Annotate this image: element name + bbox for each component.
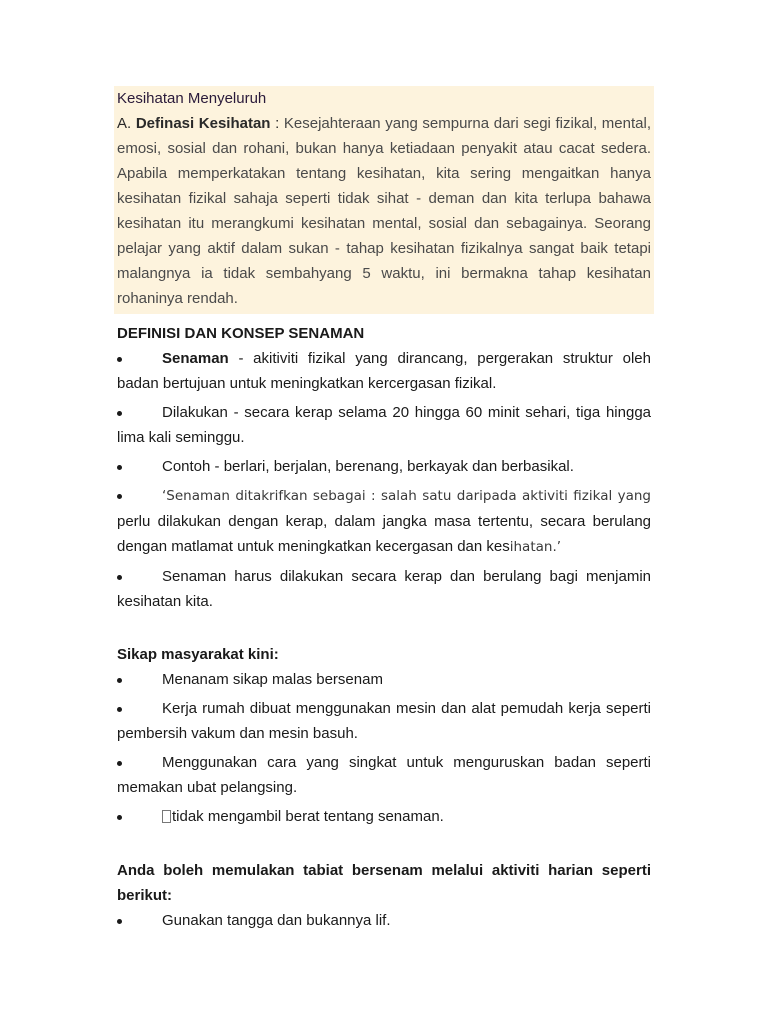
list-item (117, 804, 651, 829)
quote-end: ihatan.’ (509, 539, 562, 555)
intro-paragraph (117, 111, 651, 311)
anda-section (117, 858, 651, 933)
bullet-text: Gunakan tangga dan bukannya lif. (162, 912, 391, 929)
bullet-icon (117, 494, 122, 499)
quote-start: ‘Senaman ditakrifkan sebagai : salah satu daripada aktiviti fizikal yang (162, 488, 651, 504)
bullet-text: Senaman harus dilakukan secara kerap dan berulang bagi menjamin kesihatan kita. (117, 568, 651, 610)
bullet-text: Menanam sikap malas bersenam (162, 671, 383, 688)
bullet-icon (117, 678, 122, 683)
list-item (117, 400, 651, 450)
bullet-text: Contoh - berlari, berjalan, berenang, berkayak dan berbasikal. (162, 458, 574, 475)
list-item (117, 696, 651, 746)
list-item (117, 564, 651, 614)
bullet-text: tidak mengambil berat tentang senaman. (172, 808, 444, 825)
intro-shaded-block (114, 86, 654, 314)
intro-title: Kesihatan Menyeluruh (117, 90, 267, 107)
intro-body: Kesejahteraan yang sempurna dari segi fizikal, mental, emosi, sosial dan rohani, bukan hanya ketiadaan penyakit atau cacat sedera. Apabila memperkatakan tentang kesihatan, kita sering mengaitkan hanya kesihatan fizikal sahaja seperti tidak sihat - deman dan kita terlupa bahawa kesihatan itu merangkumi kesihatan mental, sosial dan sebagainya. Seorang pelajar yang aktif dalam sukan - tahap kesihatan fizikalnya sangat baik tetapi malangnya ia tidak sembahyang 5 waktu, ini bermakna tahap kesihatan rohaninya rendah. (117, 115, 651, 307)
definisi-heading: DEFINISI DAN KONSEP SENAMAN (117, 325, 365, 342)
list-item (117, 667, 651, 692)
bullet-icon (117, 761, 122, 766)
bullet-icon (117, 815, 122, 820)
list-item (117, 908, 651, 933)
list-item (117, 483, 651, 560)
sikap-heading: Sikap masyarakat kini: (117, 646, 279, 663)
definisi-section (117, 321, 651, 614)
intro-separator: : (270, 115, 284, 132)
bullet-text: Dilakukan - secara kerap selama 20 hingga 60 minit sehari, tiga hingga lima kali seminggu. (117, 404, 651, 446)
list-item (117, 346, 651, 396)
intro-prefix: A. (117, 115, 132, 132)
anda-heading: Anda boleh memulakan tabiat bersenam melalui aktiviti harian seperti berikut: (117, 862, 651, 904)
bullet-text: perlu dilakukan dengan kerap, dalam jangka masa tertentu, secara berulang dengan matlamat untuk meningkatkan kecergasan dan kes (117, 513, 651, 555)
list-item (117, 750, 651, 800)
bullet-icon (117, 575, 122, 580)
bullet-icon (117, 411, 122, 416)
bullet-icon (117, 919, 122, 924)
bullet-text: Kerja rumah dibuat menggunakan mesin dan alat pemudah kerja seperti pembersih vakum dan mesin basuh. (117, 700, 651, 742)
bullet-term: Senaman (162, 350, 229, 367)
missing-glyph-icon (162, 810, 171, 823)
list-item (117, 454, 651, 479)
bullet-text: - akitiviti fizikal yang dirancang, pergerakan struktur oleh badan bertujuan untuk meningkatkan kercergasan fizikal. (117, 350, 651, 392)
sikap-section (117, 642, 651, 829)
bullet-icon (117, 357, 122, 362)
bullet-text: Menggunakan cara yang singkat untuk menguruskan badan seperti memakan ubat pelangsing. (117, 754, 651, 796)
intro-term: Definasi Kesihatan (135, 115, 271, 132)
bullet-icon (117, 465, 122, 470)
bullet-icon (117, 707, 122, 712)
